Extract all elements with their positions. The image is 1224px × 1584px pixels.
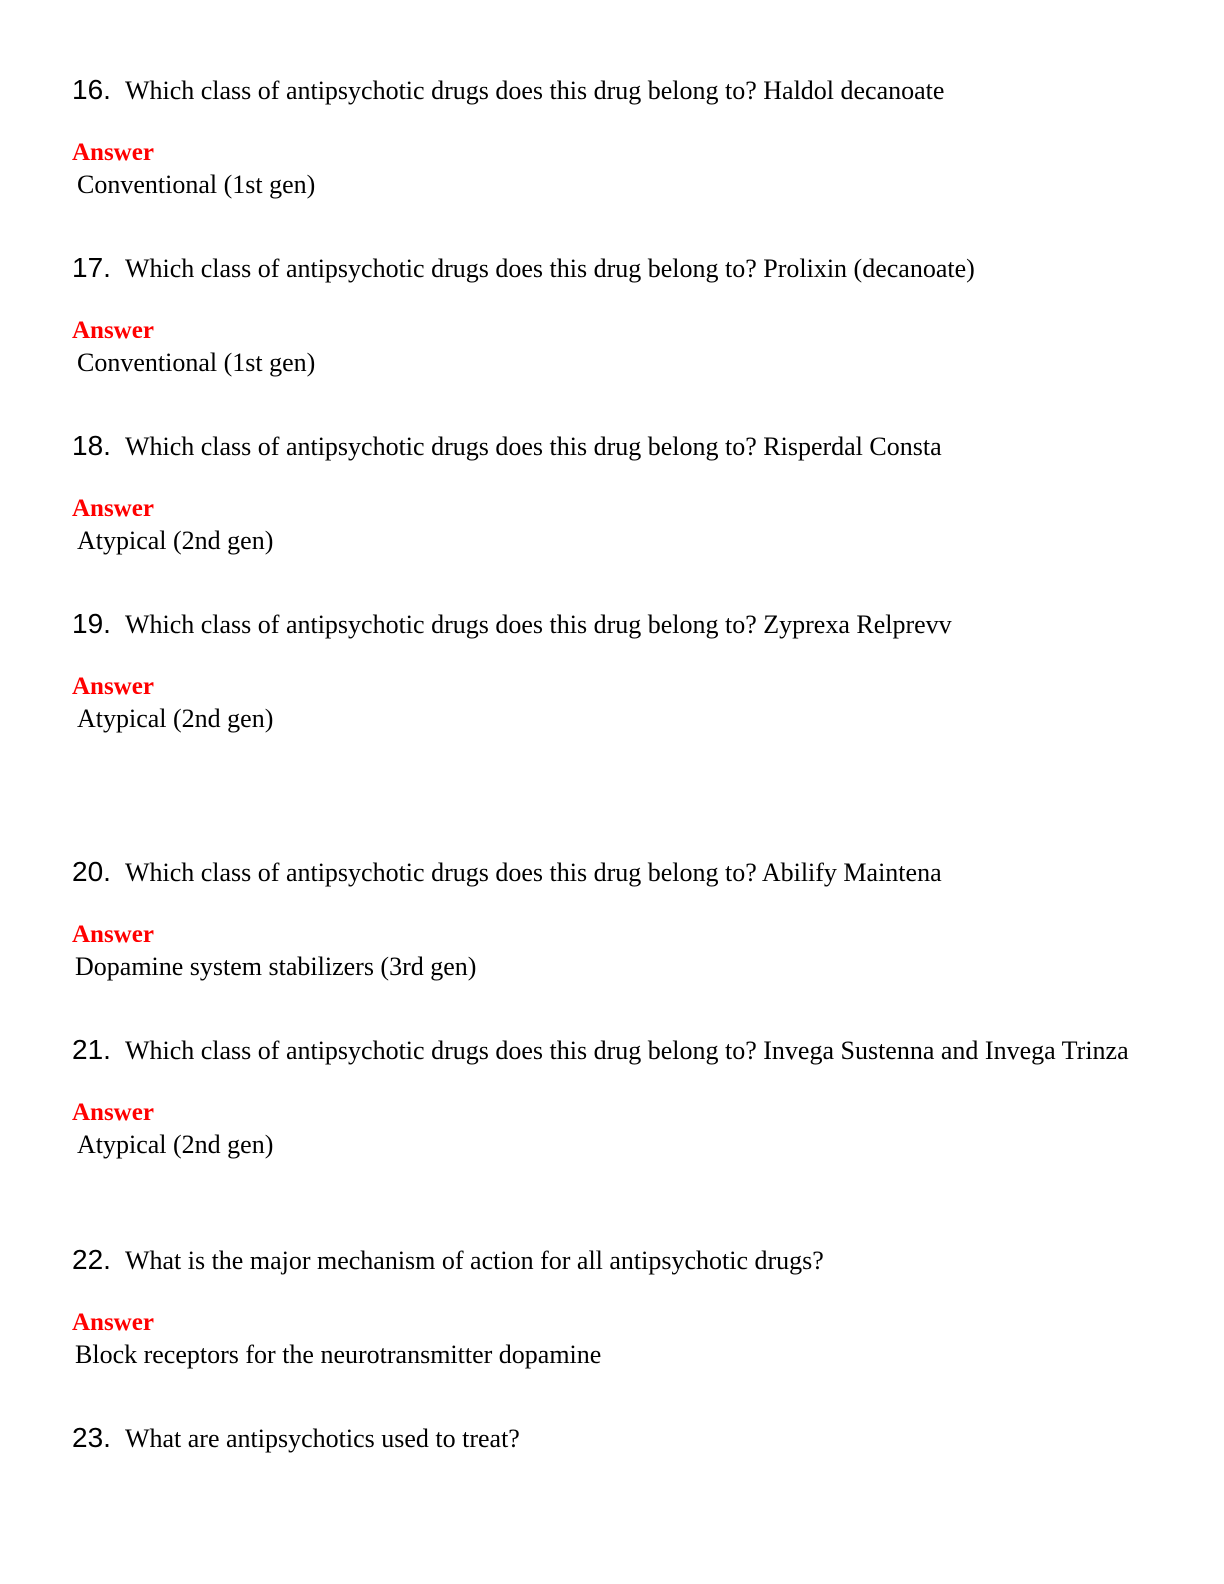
answer-label: Answer [72, 1309, 154, 1336]
question-number: 19. [72, 608, 111, 639]
answer-text: Atypical (2nd gen) [77, 1130, 274, 1159]
question-body: Which class of antipsychotic drugs does this drug belong to? Invega Sustenna and Invega Trinza [124, 1036, 1129, 1065]
question-block-21 [72, 1034, 1152, 1161]
question-text [72, 252, 1152, 285]
question-text [72, 1034, 1152, 1067]
question-block-23 [72, 1422, 1152, 1455]
answer-label: Answer [72, 673, 154, 700]
answer-label: Answer [72, 317, 154, 344]
question-body: What is the major mechanism of action for all antipsychotic drugs? [124, 1246, 824, 1275]
question-block-22 [72, 1244, 1152, 1371]
question-block-18 [72, 430, 1152, 557]
question-number: 22. [72, 1244, 111, 1275]
answer-label: Answer [72, 139, 154, 166]
question-text [72, 1422, 1152, 1455]
question-text [72, 856, 1152, 889]
question-body: What are antipsychotics used to treat? [124, 1424, 520, 1453]
question-body: Which class of antipsychotic drugs does this drug belong to? Haldol decanoate [124, 76, 945, 105]
question-number: 17. [72, 252, 111, 283]
question-block-16 [72, 74, 1152, 201]
question-text [72, 1244, 1152, 1277]
answer-text: Atypical (2nd gen) [77, 526, 274, 555]
question-body: Which class of antipsychotic drugs does this drug belong to? Prolixin (decanoate) [124, 254, 975, 283]
question-text [72, 608, 1152, 641]
answer-label: Answer [72, 1099, 154, 1126]
question-block-17 [72, 252, 1152, 379]
question-number: 23. [72, 1422, 111, 1453]
answer-label: Answer [72, 495, 154, 522]
question-number: 18. [72, 430, 111, 461]
question-body: Which class of antipsychotic drugs does this drug belong to? Zyprexa Relprevv [124, 610, 952, 639]
answer-text: Conventional (1st gen) [77, 348, 316, 377]
answer-text: Block receptors for the neurotransmitter dopamine [75, 1340, 602, 1369]
question-text [72, 74, 1152, 107]
question-block-20 [72, 856, 1152, 983]
answer-label: Answer [72, 921, 154, 948]
question-text [72, 430, 1152, 463]
answer-text: Atypical (2nd gen) [77, 704, 274, 733]
question-block-19 [72, 608, 1152, 735]
answer-text: Dopamine system stabilizers (3rd gen) [75, 952, 477, 981]
answer-text: Conventional (1st gen) [77, 170, 316, 199]
question-body: Which class of antipsychotic drugs does this drug belong to? Abilify Maintena [124, 858, 942, 887]
question-number: 21. [72, 1034, 111, 1065]
question-number: 16. [72, 74, 111, 105]
question-body: Which class of antipsychotic drugs does this drug belong to? Risperdal Consta [124, 432, 942, 461]
question-number: 20. [72, 856, 111, 887]
